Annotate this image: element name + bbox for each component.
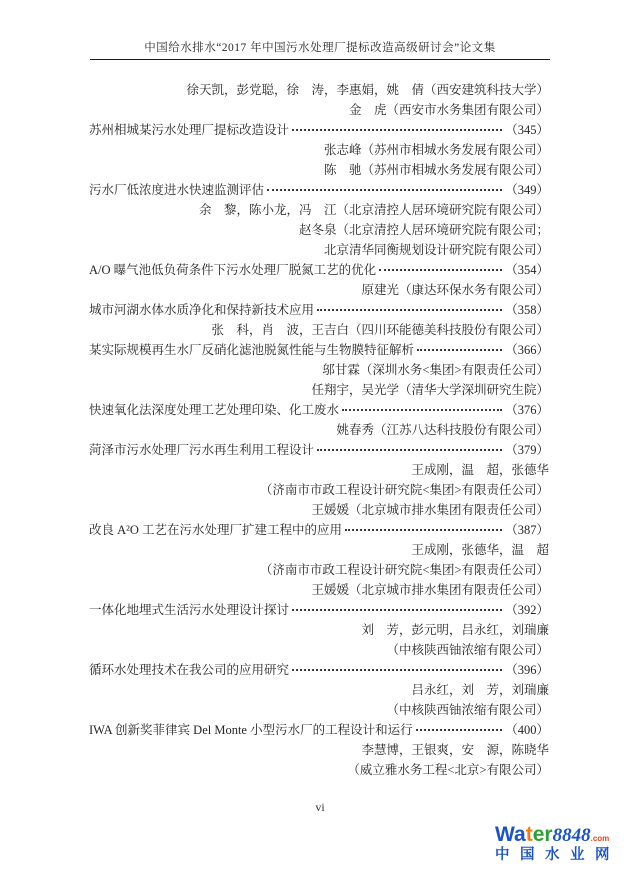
toc-entry-page: （396）	[505, 663, 549, 677]
toc-author-line: 王成刚，温 超，张德华	[411, 463, 549, 477]
toc-author-line: 王媛媛（北京城市排水集团有限责任公司）	[311, 503, 549, 517]
toc-entry-page: （376）	[505, 403, 549, 417]
dot-leader	[345, 529, 502, 531]
logo-letter: r	[544, 822, 553, 846]
dot-leader	[342, 409, 502, 411]
toc-author-line: 姚春秀（江苏八达科技股份有限公司）	[336, 423, 549, 437]
toc-author-line: 北京清华同衡规划设计研究院有限公司）	[323, 243, 549, 257]
toc-entry	[89, 180, 549, 200]
logo-domain-suffix: .com	[590, 833, 610, 843]
toc-entry	[89, 340, 549, 360]
logo-letter: e	[532, 822, 545, 846]
logo-word	[495, 822, 553, 846]
toc-author-line: 金 虎（西安市水务集团有限公司）	[348, 103, 549, 117]
dot-leader	[292, 129, 502, 131]
logo-letter: t	[525, 822, 533, 846]
toc-author-line: 张志峰（苏州市相城水务发展有限公司）	[323, 143, 549, 157]
dot-leader	[317, 309, 502, 311]
toc-entry-title: 一体化地埋式生活污水处理设计探讨	[89, 603, 290, 617]
table-of-contents	[89, 80, 549, 780]
toc-author-line: 徐天凯，彭党聪，徐 涛，李惠娟，姚 倩（西安建筑科技大学）	[186, 83, 549, 97]
toc-entry-page: （345）	[505, 123, 549, 137]
toc-entry-page: （379）	[505, 443, 549, 457]
toc-author-line: 吕永红，刘 芳，刘瑞廉	[411, 683, 549, 697]
toc-author-line: （中核陕西铀浓缩有限公司）	[386, 643, 549, 657]
logo-letter: W	[495, 822, 515, 846]
dot-leader	[416, 729, 503, 731]
toc-entry-title: A/O 曝气池低负荷条件下污水处理厂脱氮工艺的优化	[89, 263, 377, 277]
toc-entry-title: 改良 A²O 工艺在污水处理厂扩建工程中的应用	[89, 523, 343, 537]
dot-leader	[267, 189, 502, 191]
header-divider	[90, 59, 550, 60]
toc-author-line: （中核陕西铀浓缩有限公司）	[386, 703, 549, 717]
dot-leader	[379, 269, 502, 271]
toc-entry	[89, 660, 549, 680]
toc-entry-page: （400）	[505, 723, 549, 737]
toc-entry-page: （366）	[505, 343, 549, 357]
toc-author-line: 余 黎，陈小龙，冯 江（北京清控人居环境研究院有限公司）	[198, 203, 549, 217]
toc-author-line: 张 科，肖 波，王吉白（四川环能德美科技股份有限公司）	[211, 323, 549, 337]
toc-entry	[89, 400, 549, 420]
logo-number: 8848	[552, 824, 591, 846]
toc-entry-title: 苏州相城某污水处理厂提标改造设计	[89, 123, 290, 137]
toc-entry-title: 城市河湖水体水质净化和保持新技术应用	[89, 303, 315, 317]
logo-tagline: 中国水业网	[495, 846, 620, 863]
toc-author-line: （济南市市政工程设计研究院<集团>有限责任公司）	[259, 563, 549, 577]
toc-author-line: （威立雅水务工程<北京>有限公司）	[347, 763, 549, 777]
toc-entry-page: （358）	[505, 303, 549, 317]
toc-author-line: 王媛媛（北京城市排水集团有限责任公司）	[311, 583, 549, 597]
logo-wordmark	[495, 824, 637, 845]
logo-letter: a	[514, 822, 526, 846]
toc-entry	[89, 260, 549, 280]
toc-author-line: 陈 驰（苏州市相城水务发展有限公司）	[323, 163, 549, 177]
dot-leader	[292, 669, 502, 671]
toc-entry-title: 循环水处理技术在我公司的应用研究	[89, 663, 290, 677]
toc-entry-title: IWA 创新奖菲律宾 Del Monte 小型污水厂的工程设计和运行	[89, 723, 413, 737]
toc-entry	[89, 720, 549, 740]
toc-entry-page: （387）	[505, 523, 549, 537]
toc-entry-page: （349）	[505, 183, 549, 197]
dot-leader	[317, 449, 502, 451]
toc-author-line: 任翔宇，吴光学（清华大学深圳研究生院）	[311, 383, 549, 397]
toc-entry	[89, 600, 549, 620]
toc-author-line: （济南市市政工程设计研究院<集团>有限责任公司）	[259, 483, 549, 497]
toc-entry	[89, 440, 549, 460]
toc-entry	[89, 300, 549, 320]
toc-entry-title: 快速氧化法深度处理工艺处理印染、化工废水	[89, 403, 340, 417]
toc-entry	[89, 520, 549, 540]
toc-author-line: 邬甘霖（深圳水务<集团>有限责任公司）	[322, 363, 549, 377]
toc-author-line: 刘 芳，彭元明，吕永红，刘瑞廉	[361, 623, 549, 637]
toc-author-line: 李慧博，王银爽，安 源，陈晓华	[361, 743, 549, 757]
water8848-logo[interactable]	[495, 824, 637, 863]
page-number: vi	[315, 800, 325, 814]
toc-author-line: 赵冬泉（北京清控人居环境研究院有限公司；	[298, 223, 549, 237]
toc-entry-page: （392）	[505, 603, 549, 617]
toc-entry-title: 污水厂低浓度进水快速监测评估	[89, 183, 265, 197]
toc-entry-page: （354）	[505, 263, 549, 277]
toc-author-line: 王成刚，张德华，温 超	[411, 543, 549, 557]
page-header-title: 中国给水排水“2017 年中国污水处理厂提标改造高级研讨会”论文集	[144, 42, 496, 54]
toc-author-line: 原建光（康达环保水务有限公司）	[361, 283, 549, 297]
dot-leader	[292, 609, 502, 611]
toc-entry-title: 菏泽市污水处理厂污水再生利用工程设计	[89, 443, 315, 457]
dot-leader	[417, 349, 502, 351]
toc-entry	[89, 120, 549, 140]
toc-entry-title: 某实际规模再生水厂反硝化滤池脱氮性能与生物膜特征解析	[89, 343, 415, 357]
